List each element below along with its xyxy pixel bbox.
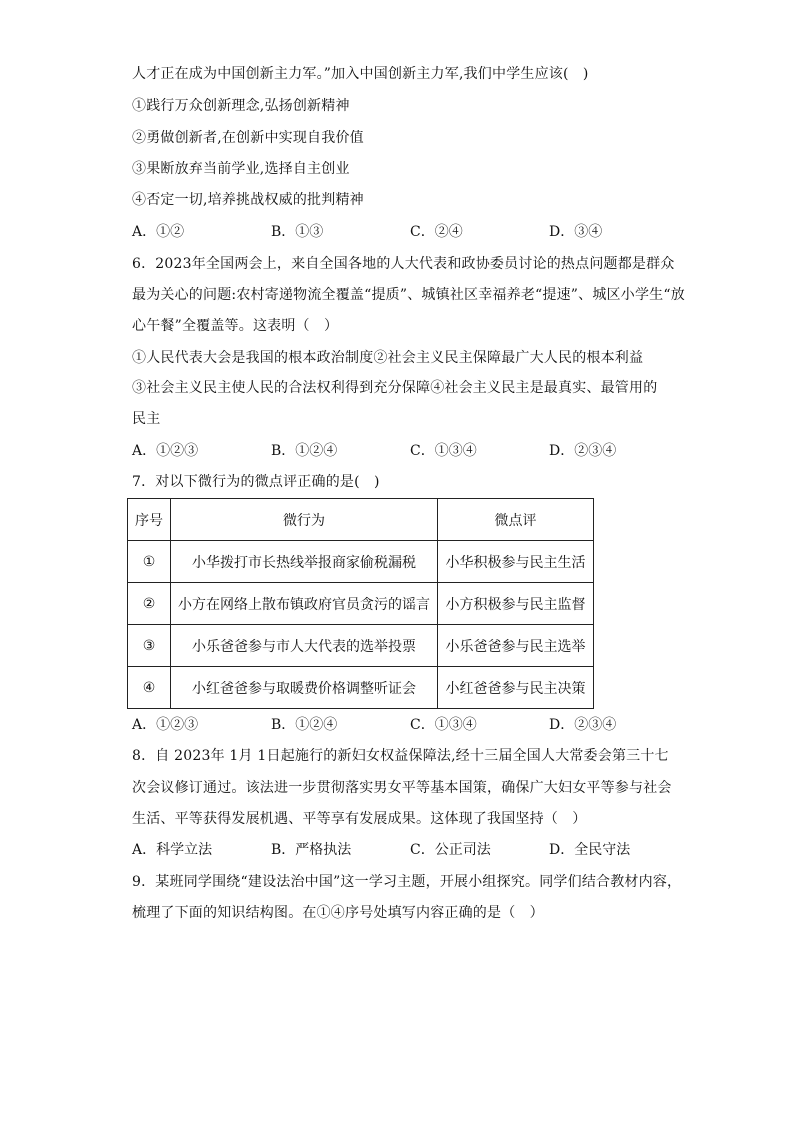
table-cell-index: ④: [128, 667, 171, 709]
q6-stem-line-1: 6．2023年全国两会上，来自全国各地的人大代表和政协委员讨论的热点问题都是群众: [132, 256, 675, 272]
q5-option-b[interactable]: B．①③: [271, 224, 324, 240]
q6-option-a[interactable]: A．①②③: [132, 443, 199, 459]
q8-stem-line-1: 8．自 2023年 1月 1日起施行的新妇女权益保障法,经十三届全国人大常委会第三十七: [132, 748, 669, 764]
q6-option-b[interactable]: B．①②④: [271, 443, 338, 459]
table-cell-behavior: 小华拨打市长热线举报商家偷税漏税: [171, 541, 438, 583]
q6-statement-line-1: ①人民代表大会是我国的根本政治制度②社会主义民主保障最广大人民的根本利益: [132, 350, 644, 366]
q6-statement-line-3: 民主: [132, 411, 161, 427]
q5-option-a[interactable]: A．①②: [132, 224, 185, 240]
table-header-behavior: 微行为: [171, 499, 438, 541]
q8-option-c[interactable]: C．公正司法: [410, 842, 491, 858]
table-cell-comment: 小乐爸爸参与民主选举: [438, 625, 594, 667]
q7-table: [127, 498, 594, 709]
table-cell-comment: 小华积极参与民主生活: [438, 541, 594, 583]
q5-statement-1: ①践行万众创新理念,弘扬创新精神: [132, 98, 350, 114]
q7-option-c[interactable]: C．①③④: [410, 717, 477, 733]
q6-option-d[interactable]: D．②③④: [549, 443, 617, 459]
q5-options: [132, 222, 672, 242]
q6-option-c[interactable]: C．①③④: [410, 443, 477, 459]
q5-stem-tail: 人才正在成为中国创新主力军。”加入中国创新主力军,我们中学生应该( ): [132, 66, 589, 82]
table-cell-behavior: 小红爸爸参与取暖费价格调整听证会: [171, 667, 438, 709]
q8-option-a[interactable]: A．科学立法: [132, 842, 213, 858]
q6-options: [132, 441, 672, 461]
table-row: [128, 583, 594, 625]
q8-option-b[interactable]: B．严格执法: [271, 842, 352, 858]
table-row: [128, 625, 594, 667]
q5-statement-4: ④否定一切,培养挑战权威的批判精神: [132, 192, 364, 208]
q9-stem-line-2: 梳理了下面的知识结构图。在①④序号处填写内容正确的是（ ）: [132, 905, 544, 921]
q6-stem-line-3: 心午餐”全覆盖等。这表明（ ）: [132, 318, 339, 334]
table-cell-behavior: 小方在网络上散布镇政府官员贪污的谣言: [171, 583, 438, 625]
q7-options: [132, 715, 672, 735]
q7-stem: 7．对以下微行为的微点评正确的是( ): [132, 474, 380, 490]
table-cell-index: ①: [128, 541, 171, 583]
q6-statement-line-2: ③社会主义民主使人民的合法权利得到充分保障④社会主义民主是最真实、最管用的: [132, 380, 658, 396]
q8-stem-line-2: 次会议修订通过。该法进一步贯彻落实男女平等基本国策，确保广大妇女平等参与社会: [132, 780, 672, 796]
table-cell-comment: 小方积极参与民主监督: [438, 583, 594, 625]
table-header-row: [128, 499, 594, 541]
q8-options: [132, 840, 672, 860]
table-header-comment: 微点评: [438, 499, 594, 541]
table-cell-behavior: 小乐爸爸参与市人大代表的选举投票: [171, 625, 438, 667]
q7-option-d[interactable]: D．②③④: [549, 717, 617, 733]
table-cell-comment: 小红爸爸参与民主决策: [438, 667, 594, 709]
q7-option-a[interactable]: A．①②③: [132, 717, 199, 733]
q6-stem-line-2: 最为关心的问题:农村寄递物流全覆盖“提质”、城镇社区幸福养老“提速”、城区小学生“放: [132, 287, 685, 303]
table-row: [128, 667, 594, 709]
q9-stem-line-1: 9．某班同学围绕“建设法治中国”这一学习主题，开展小组探究。同学们结合教材内容，: [132, 874, 682, 890]
table-row: [128, 541, 594, 583]
table-header-index: 序号: [128, 499, 171, 541]
q5-option-d[interactable]: D．③④: [549, 224, 603, 240]
q7-option-b[interactable]: B．①②④: [271, 717, 338, 733]
q5-option-c[interactable]: C．②④: [410, 224, 463, 240]
table-cell-index: ③: [128, 625, 171, 667]
table-cell-index: ②: [128, 583, 171, 625]
q8-stem-line-3: 生活、平等获得发展机遇、平等享有发展成果。这体现了我国坚持（ ）: [132, 811, 587, 827]
q5-statement-2: ②勇做创新者,在创新中实现自我价值: [132, 130, 364, 146]
q5-statement-3: ③果断放弃当前学业,选择自主创业: [132, 161, 350, 177]
q8-option-d[interactable]: D．全民守法: [549, 842, 631, 858]
